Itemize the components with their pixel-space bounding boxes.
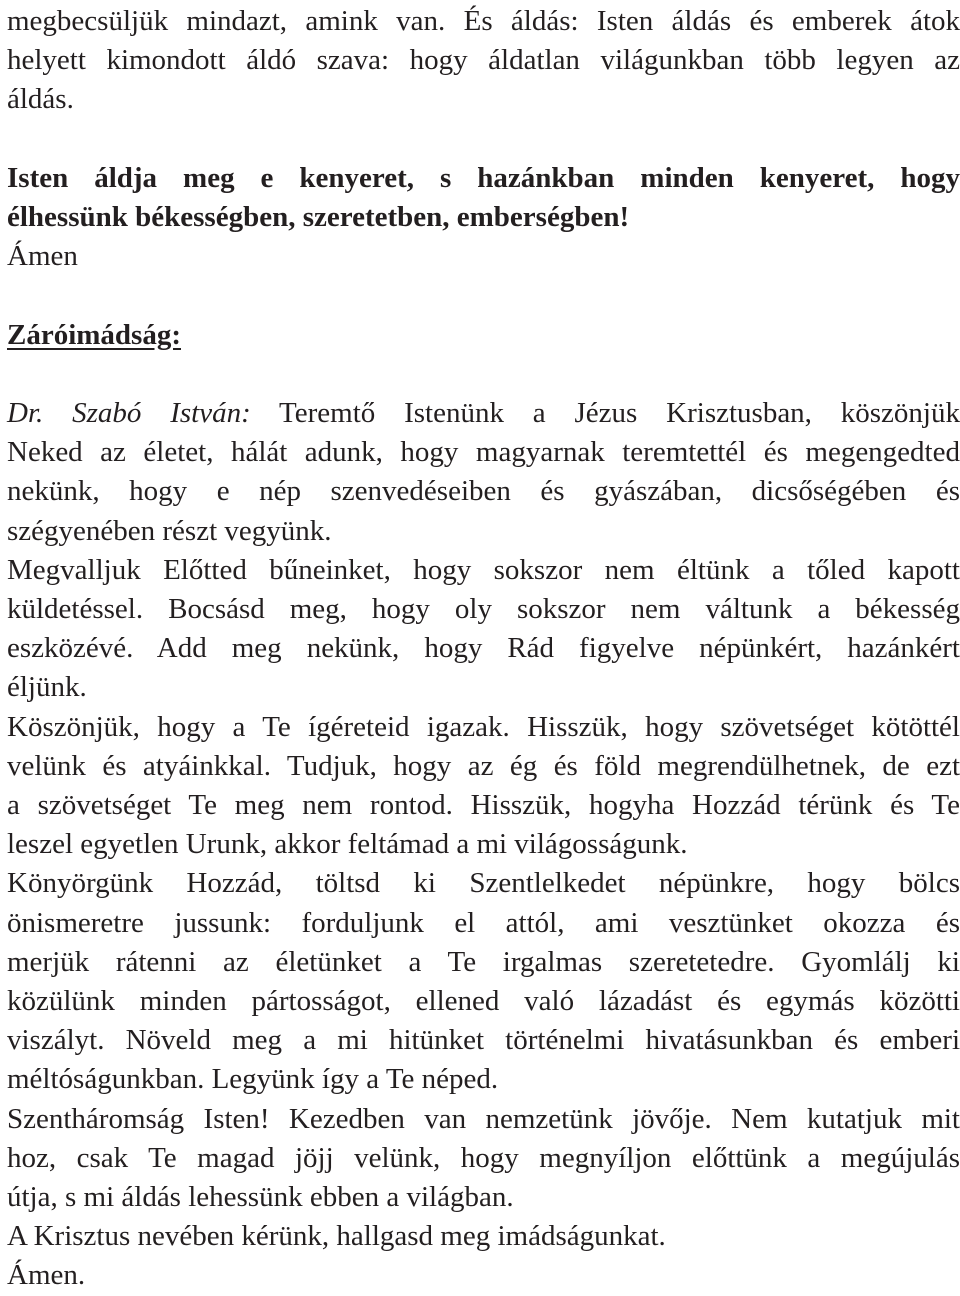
amen-line: Ámen xyxy=(7,240,78,273)
text-line: a szövetséget Te meg nem rontod. Hisszük, hogyha Hozzád térünk és Te xyxy=(7,789,960,822)
text-line: nekünk, hogy e nép szenvedéseiben és gyászában, dicsőségében és xyxy=(7,475,960,508)
text-line: helyett kimondott áldó szava: hogy áldatlan világunkban több legyen az xyxy=(7,44,960,77)
prayer-paragraph-1 xyxy=(7,394,960,551)
text-line: A Krisztus nevében kérünk, hallgasd meg imádságunkat. xyxy=(7,1220,666,1253)
text-line: hoz, csak Te magad jöjj velünk, hogy megnyíljon előttünk a megújulás xyxy=(7,1141,960,1174)
intro-paragraph xyxy=(7,2,960,120)
text-line: közülünk minden pártosságot, ellened való lázadást és egymás közötti xyxy=(7,985,960,1018)
text-line: Szentháromság Isten! Kezedben van nemzetünk jövője. Nem kutatjuk mit xyxy=(7,1102,960,1135)
paragraph-gap xyxy=(7,355,960,394)
section-heading: Záróimádság: xyxy=(7,318,181,351)
amen-line: Ámen. xyxy=(7,1259,86,1292)
text-line: Megvalljuk Előtted bűneinket, hogy sokszor nem éltünk a tőled kapott xyxy=(7,553,960,586)
prayer-paragraph-5 xyxy=(7,1100,960,1218)
text-line: Köszönjük, hogy a Te ígéreteid igazak. Hisszük, hogy szövetséget kötöttél xyxy=(7,710,960,743)
text-line: Isten áldja meg e kenyeret, s hazánkban minden kenyeret, hogy xyxy=(7,161,960,194)
paragraph-gap xyxy=(7,120,960,159)
author-name: Dr. Szabó István: xyxy=(7,396,251,429)
text-run: Teremtő Istenünk a Jézus Krisztusban, köszönjük xyxy=(250,396,960,429)
text-line: áldás. xyxy=(7,83,74,116)
blessing-paragraph xyxy=(7,159,960,277)
text-line: megbecsüljük mindazt, amink van. És áldás: Isten áldás és emberek átok xyxy=(7,5,960,37)
prayer-paragraph-6 xyxy=(7,1217,960,1256)
text-line: Neked az életet, hálát adunk, hogy magyarnak teremtettél és megengedted xyxy=(7,436,960,469)
document-page xyxy=(7,2,960,1296)
text-line: útja, s mi áldás lehessünk ebben a világban. xyxy=(7,1181,514,1214)
prayer-paragraph-4 xyxy=(7,864,960,1099)
text-line: méltóságunkban. Legyünk így a Te néped. xyxy=(7,1063,499,1096)
text-line xyxy=(7,394,960,433)
text-line: szégyenében részt vegyünk. xyxy=(7,514,332,547)
text-line: önismeretre jussunk: forduljunk el attól, ami vesztünket okozza és xyxy=(7,906,960,939)
text-line: velünk és atyáinkkal. Tudjuk, hogy az ég és föld megrendülhetnek, de ezt xyxy=(7,749,960,782)
text-line: viszályt. Növeld meg a mi hitünket történelmi hivatásunkban és emberi xyxy=(7,1024,960,1057)
text-line: eszközévé. Add meg nekünk, hogy Rád figyelve népünkért, hazánkért xyxy=(7,632,960,665)
text-line: Könyörgünk Hozzád, töltsd ki Szentlelkedet népünkre, hogy bölcs xyxy=(7,867,960,900)
text-line: merjük rátenni az életünket a Te irgalmas szeretetedre. Gyomlálj ki xyxy=(7,945,960,978)
prayer-paragraph-3 xyxy=(7,708,960,865)
text-line: küldetéssel. Bocsásd meg, hogy oly sokszor nem váltunk a békesség xyxy=(7,593,960,625)
text-line: leszel egyetlen Urunk, akkor feltámad a mi világosságunk. xyxy=(7,828,688,861)
prayer-paragraph-2 xyxy=(7,551,960,708)
text-line: élhessünk békességben, szeretetben, emberségben! xyxy=(7,201,630,233)
paragraph-gap xyxy=(7,276,960,315)
text-line: éljünk. xyxy=(7,671,87,704)
